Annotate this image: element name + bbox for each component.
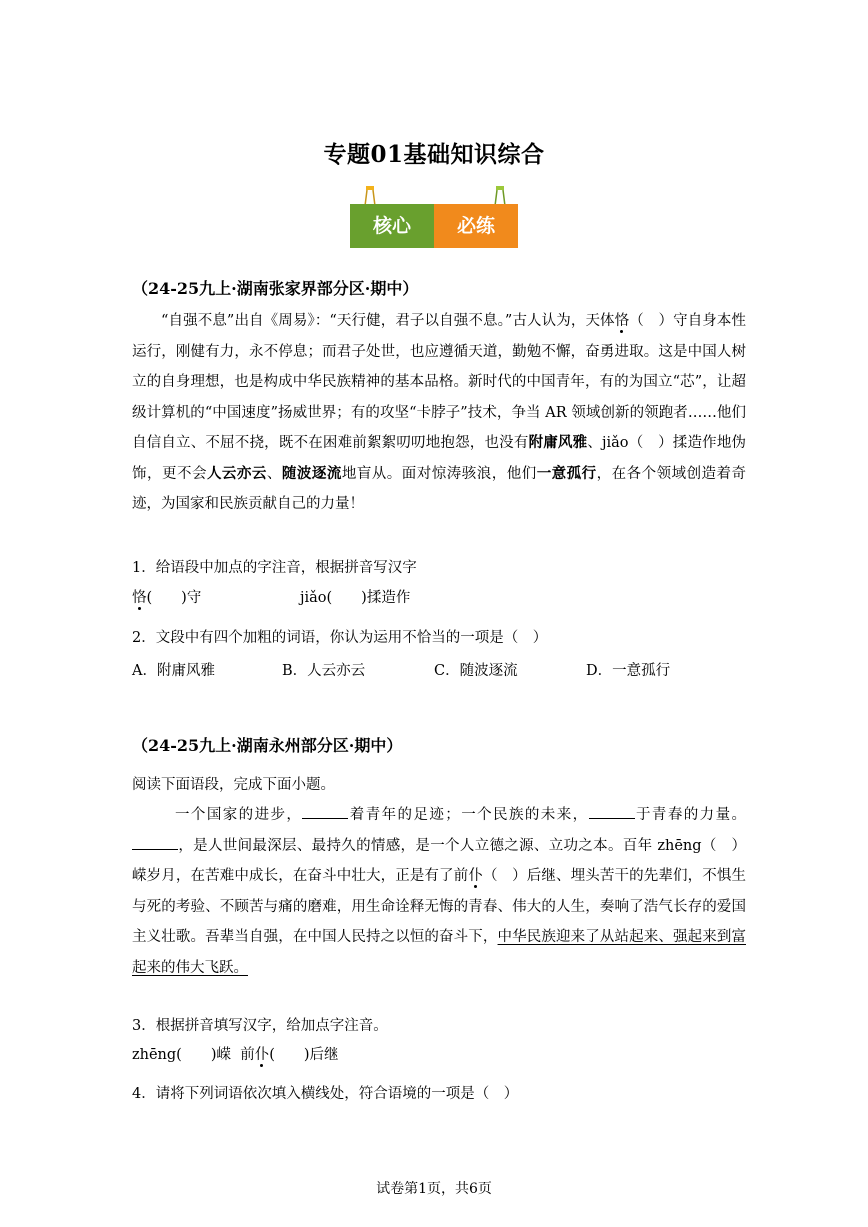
option-a: A．附庸风雅: [132, 663, 215, 679]
fill-blank: [589, 806, 635, 819]
emphasis-dot-char: 仆: [468, 868, 483, 884]
section1-passage: “自强不息”出自《周易》：“天行健，君子以自强不息。”古人认为，天体恪（ ）守自身本性运行，刚健有力，永不停息；而君子处世，也应遵循天道，勤勉不懈，奋勇进取。这是中国人树立的自身理想，也是构成中华民族精神的基本品格。新时代的中国青年，有的为国立“芯”，让超级计算机的“中国速度”扬威世界；有的攻坚“卡脖子”技术，争当 AR 领域创新的领跑者……他们自信自立、不屈不挠，既不在困难前絮絮叨叨地抱怨，也没有附庸风雅、jiǎo（ ）揉造作地伪饰，更不会人云亦云、随波逐流地盲从。面对惊涛骇浪，他们一意孤行，在各个领域创造着奇迹，为国家和民族贡献自己的力量！: [132, 313, 747, 512]
badge-left-label: 核心: [372, 215, 411, 237]
badge-left-block: [350, 204, 434, 248]
question-2: 2．文段中有四个加粗的词语，你认为运用不恰当的一项是（ ）: [132, 630, 548, 646]
bold-term: 附庸风雅: [528, 434, 588, 451]
badge-right-block: [434, 204, 518, 248]
bold-term: 随波逐流: [281, 464, 342, 482]
bold-term: 一意孤行: [536, 464, 597, 482]
question-1-answer-a: 恪( )守: [132, 590, 202, 606]
badge-right-label: 必练: [456, 215, 495, 237]
emphasis-dot-char: 恪: [614, 313, 630, 329]
section2-passage: 一个国家的进步， 着青年的足迹；一个民族的未来， 于青春的力量。，是人世间最深层、最持久的情感，是一个人立德之源、立功之本。百年 zhēng（ ）嵘岁月，在苦难中成长，在奋斗中壮大，正是有了前仆（ ）后继、埋头苦干的先辈们，不惧生与死的考验、不顾苦与痛的磨难，用生命诠释无悔的青春、伟大的人生，奏响了浩气长存的爱国主义壮歌。吾辈当自强，在中国人民持之以恒的奋斗下，中华民族迎来了从站起来、强起来到富起来的伟大飞跃。: [132, 807, 747, 976]
option-d: D．一意孤行: [586, 663, 671, 679]
question-1: 1．给语段中加点的字注音，根据拼音写汉字: [132, 560, 417, 576]
option-c: C．随波逐流: [434, 663, 518, 679]
core-practice-badge: [350, 184, 518, 250]
option-b: B．人云亦云: [282, 663, 366, 679]
section2-header: （24-25九上·湖南永州部分区·期中）: [132, 736, 403, 755]
fill-blank: [302, 806, 348, 819]
question-4: 4．请将下列词语依次填入横线处，符合语境的一项是（ ）: [132, 1086, 519, 1102]
question-1-answer-b: jiǎo( )揉造作: [300, 590, 411, 606]
question-3: 3．根据拼音填写汉字，给加点字注音。: [132, 1018, 388, 1034]
page-footer: 试卷第1页，共6页: [376, 1181, 492, 1197]
bold-term: 人云亦云: [206, 464, 267, 482]
question-3-answers: zhēng( )嵘 前仆( )后继: [132, 1047, 339, 1063]
fill-blank: [132, 837, 178, 850]
section1-header: （24-25九上·湖南张家界部分区·期中）: [132, 279, 419, 298]
page-title: 专题01基础知识综合: [323, 141, 545, 168]
underlined-sentence: 中华民族迎来了从站起来、强起来到富起来的伟大飞跃。: [132, 929, 746, 976]
section2-intro: 阅读下面语段，完成下面小题。: [132, 777, 335, 793]
